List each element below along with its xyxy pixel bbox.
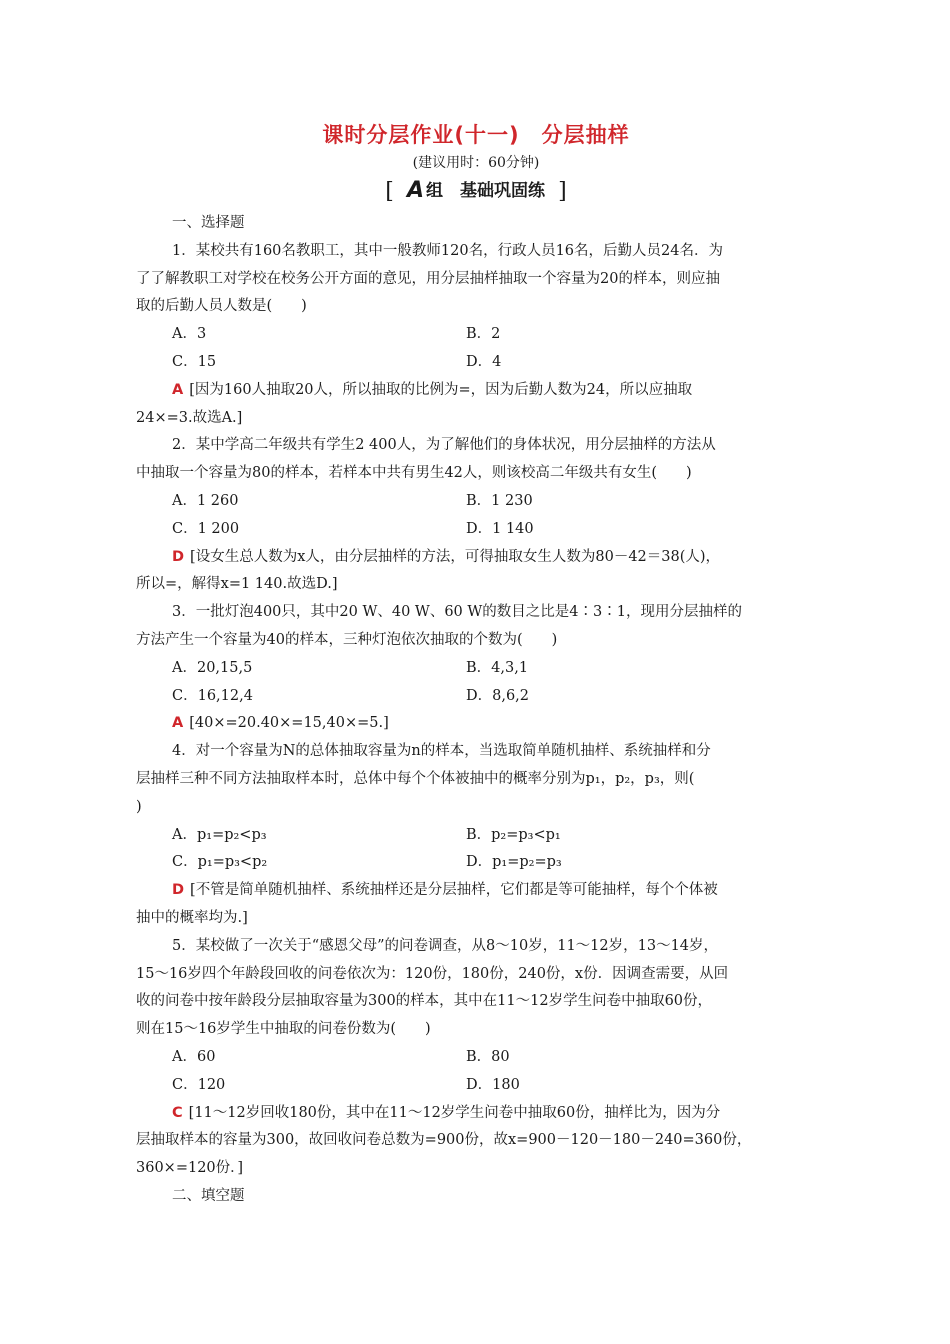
bracket-right: ]	[558, 179, 567, 204]
answer-letter: D	[172, 882, 185, 899]
option-b: B．2	[466, 326, 501, 343]
group-label	[399, 178, 553, 204]
answer-letter: A	[172, 715, 184, 732]
option-d: D．1 140	[466, 520, 534, 537]
options-row	[136, 655, 816, 683]
option-d: D．4	[466, 353, 502, 370]
option-b: B．4,3,1	[466, 659, 529, 676]
options-row	[136, 822, 816, 850]
option-d: D．p₁=p₂=p₃	[466, 854, 562, 871]
question-4	[136, 738, 816, 933]
explanation: 层抽取样本的容量为300，故回收问卷总数为=900份，故x=900－120－180－240=360份，	[136, 1132, 752, 1149]
explanation: [40×=20.40×=15,40×=5.]	[189, 715, 389, 732]
question-line: 取的后勤人员人数是( )	[136, 298, 307, 315]
question-line: 15～16岁四个年龄段回收的问卷依次为：120份，180份，240份，x份．因调查需要，从回	[136, 965, 729, 982]
option-a: A．60	[172, 1048, 216, 1065]
option-b: B．1 230	[466, 492, 533, 509]
explanation: [因为160人抽取20人，所以抽取的比例为=，因为后勤人数为24，所以应抽取	[189, 381, 693, 398]
answer-line	[136, 377, 816, 405]
question-line: 4．对一个容量为N的总体抽取容量为n的样本，当选取简单随机抽样、系统抽样和分	[172, 743, 711, 760]
question-line: 3．一批灯泡400只，其中20 W、40 W、60 W的数目之比是4∶3∶1，现用分层抽样的	[172, 604, 742, 621]
explanation: 24×=3.故选A.]	[136, 409, 243, 426]
question-5	[136, 933, 816, 1183]
options-row	[136, 849, 816, 877]
group-letter: A	[406, 178, 425, 203]
group-text: 组 基础巩固练	[426, 181, 546, 201]
question-1	[136, 238, 816, 433]
question-line: 中抽取一个容量为80的样本，若样本中共有男生42人，则该校高二年级共有女生( )	[136, 465, 692, 482]
options-row	[136, 349, 816, 377]
answer-letter: D	[172, 548, 185, 565]
option-a: A．p₁=p₂<p₃	[172, 826, 267, 843]
option-b: B．p₂=p₃<p₁	[466, 826, 561, 843]
group-header	[136, 178, 816, 204]
explanation: [11～12岁回收180份，其中在11～12岁学生问卷中抽取60份，抽样比为，因为分	[188, 1104, 721, 1121]
answer-line	[136, 877, 816, 905]
question-2	[136, 432, 816, 599]
option-a: A．20,15,5	[172, 659, 253, 676]
option-a: A．1 260	[172, 492, 239, 509]
option-c: C．1 200	[172, 520, 240, 537]
option-c: C．120	[172, 1076, 226, 1093]
option-c: C．16,12,4	[172, 687, 253, 704]
answer-line	[136, 1100, 816, 1128]
options-row	[136, 321, 816, 349]
options-row	[136, 683, 816, 711]
question-line: 收的问卷中按年龄段分层抽取容量为300的样本，其中在11～12岁学生问卷中抽取60份，	[136, 993, 713, 1010]
option-d: D．8,6,2	[466, 687, 530, 704]
option-c: C．15	[172, 353, 217, 370]
option-b: B．80	[466, 1048, 510, 1065]
page-subtitle: (建议用时：60分钟)	[412, 155, 540, 171]
question-line: 层抽样三种不同方法抽取样本时，总体中每个个体被抽中的概率分别为p₁，p₂，p₃，则(	[136, 770, 695, 787]
question-line: 方法产生一个容量为40的样本，三种灯泡依次抽取的个数为( )	[136, 631, 558, 648]
section-fill: 二、填空题	[172, 1187, 245, 1204]
explanation: 360×=120份．]	[136, 1160, 244, 1177]
options-row	[136, 516, 816, 544]
page-title: 课时分层作业(十一) 分层抽样	[322, 123, 630, 147]
bracket-left: [	[385, 179, 394, 204]
answer-letter: C	[172, 1104, 183, 1121]
option-a: A．3	[172, 326, 207, 343]
answer-letter: A	[172, 381, 184, 398]
answer-line	[136, 710, 816, 738]
question-line: )	[136, 798, 142, 815]
question-line: 2．某中学高二年级共有学生2 400人，为了解他们的身体状况，用分层抽样的方法从	[172, 437, 716, 454]
question-3	[136, 599, 816, 738]
explanation: 抽中的概率均为.]	[136, 909, 248, 926]
question-line: 5．某校做了一次关于“感恩父母”的问卷调查，从8～10岁，11～12岁，13～14岁，	[172, 937, 719, 954]
options-row	[136, 488, 816, 516]
answer-line	[136, 544, 816, 572]
document-page	[136, 118, 816, 1211]
explanation: [设女生总人数为x人，由分层抽样的方法，可得抽取女生人数为80－42＝38(人)，	[190, 548, 721, 565]
options-row	[136, 1072, 816, 1100]
explanation: [不管是简单随机抽样、系统抽样还是分层抽样，它们都是等可能抽样，每个个体被	[190, 882, 718, 899]
question-line: 了了解教职工对学校在校务公开方面的意见，用分层抽样抽取一个容量为20的样本，则应抽	[136, 270, 720, 287]
question-line: 则在15～16岁学生中抽取的问卷份数为( )	[136, 1021, 431, 1038]
section-choice: 一、选择题	[172, 215, 245, 231]
explanation: 所以=，解得x=1 140.故选D.]	[136, 576, 338, 593]
option-d: D．180	[466, 1076, 520, 1093]
option-c: C．p₁=p₃<p₂	[172, 854, 268, 871]
options-row	[136, 1044, 816, 1072]
question-line: 1．某校共有160名教职工，其中一般教师120名，行政人员16名，后勤人员24名．为	[172, 242, 723, 259]
